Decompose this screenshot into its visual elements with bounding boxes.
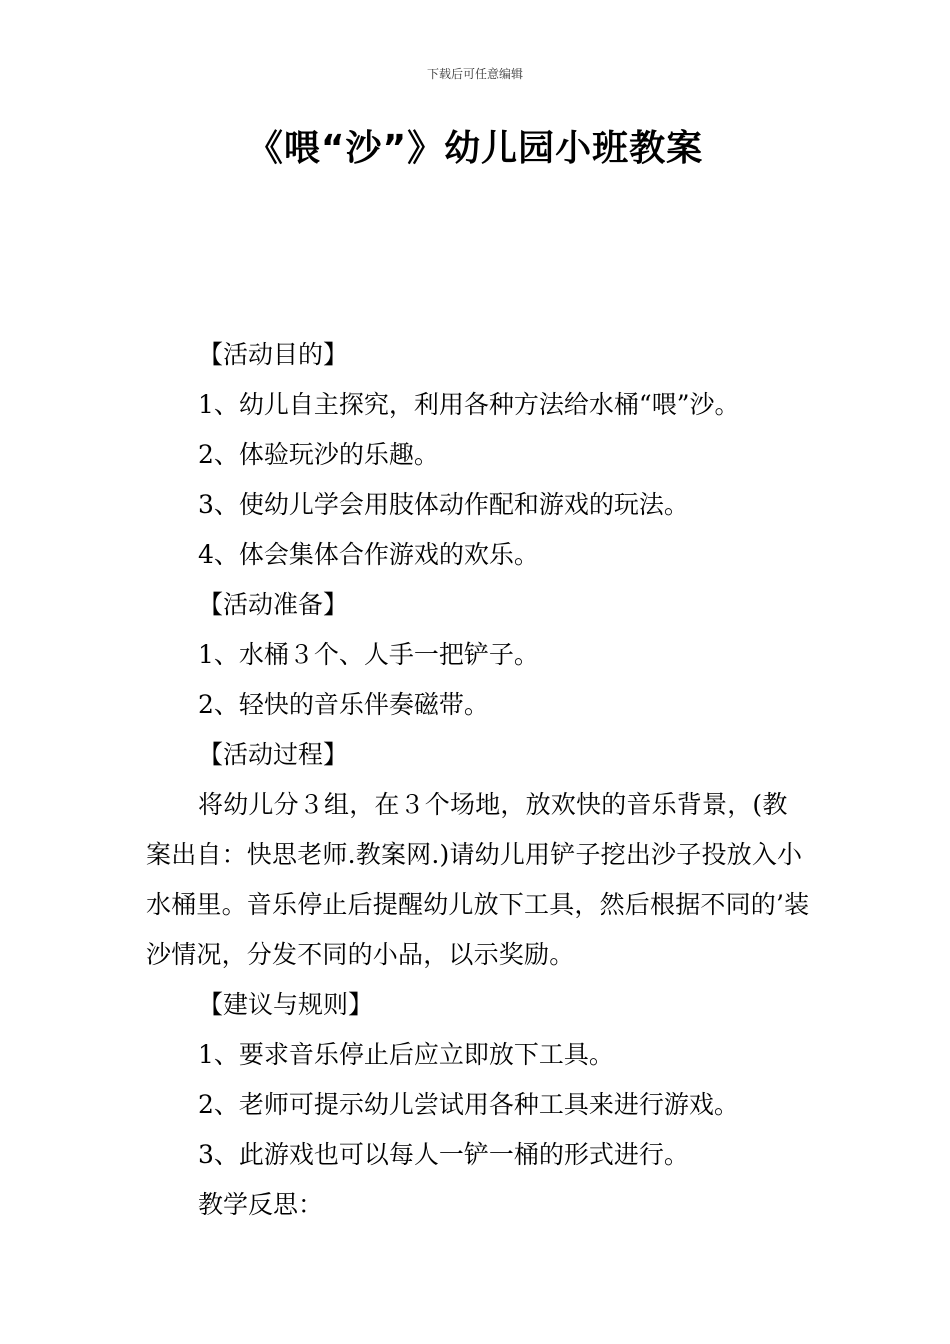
- document-body: [146, 330, 810, 1230]
- prep-item-1: 1、水桶３个、人手一把铲子。: [198, 640, 539, 669]
- section-heading-rules: 【建议与规则】: [198, 990, 374, 1019]
- document-title: 《喂“沙”》幼儿园小班教案: [246, 128, 704, 169]
- section-heading-process: 【活动过程】: [198, 740, 349, 769]
- header-note: 下载后可任意编辑: [426, 67, 523, 81]
- rules-item-2: 2、老师可提示幼儿尝试用各种工具来进行游戏。: [198, 1090, 739, 1119]
- goal-item-3: 3、使幼儿学会用肢体动作配和游戏的玩法。: [198, 490, 689, 519]
- process-paragraph: 将幼儿分３组，在３个场地，放欢快的音乐背景，(教案出自：快思老师.教案网.)请幼儿用铲子挖出沙子投放入小水桶里。音乐停止后提醒幼儿放下工具，然后根据不同的’装沙情况，分发不同的小品，以示奖励。: [146, 790, 810, 969]
- section-heading-prep: 【活动准备】: [198, 590, 349, 619]
- goal-item-2: 2、体验玩沙的乐趣。: [198, 440, 439, 469]
- rules-item-3: 3、此游戏也可以每人一铲一桶的形式进行。: [198, 1140, 689, 1169]
- rules-item-1: 1、要求音乐停止后应立即放下工具。: [198, 1040, 614, 1069]
- goal-item-1: 1、幼儿自主探究，利用各种方法给水桶“喂”沙。: [198, 390, 740, 419]
- goal-item-4: 4、体会集体合作游戏的欢乐。: [198, 540, 539, 569]
- section-heading-goal: 【活动目的】: [198, 340, 349, 369]
- section-heading-reflection: 教学反思：: [198, 1190, 324, 1219]
- prep-item-2: 2、轻快的音乐伴奏磁带。: [198, 690, 489, 719]
